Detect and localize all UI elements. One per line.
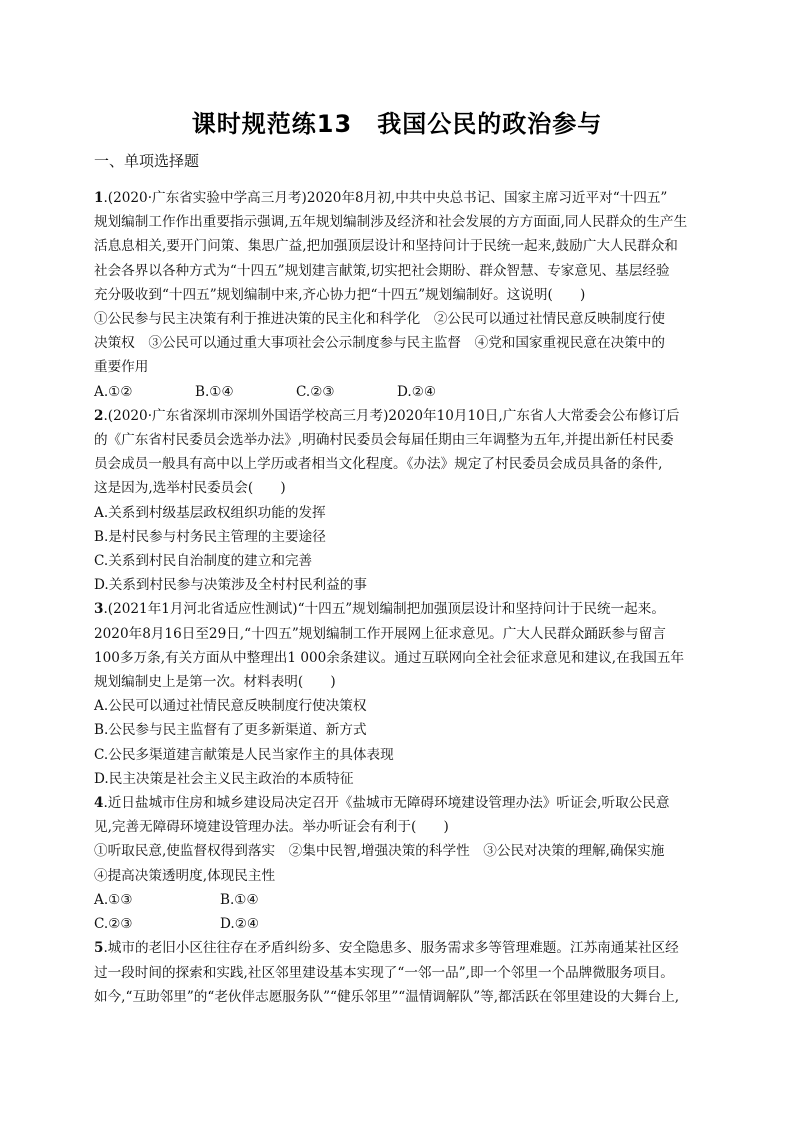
question-stem-line: 过一段时间的探索和实践,社区邻里建设基本实现了“一邻一品”,即一个邻里一个品牌微服务项目。 (94, 964, 674, 981)
statement-line: ①听取民意,使监督权得到落实 ②集中民智,增强决策的科学性 ③公民对决策的理解,确保实施 (94, 843, 665, 860)
answer-option-d[interactable]: D.关系到村民参与决策涉及全村村民利益的事 (94, 577, 368, 594)
answer-option-c[interactable]: C.②③ (94, 916, 133, 933)
question-number: 3 (94, 601, 104, 618)
answer-option-a[interactable]: A.①② (94, 383, 133, 400)
answer-option-b[interactable]: B.是村民参与村务民主管理的主要途径 (94, 528, 326, 545)
answer-option-a[interactable]: A.公民可以通过社情民意反映制度行使决策权 (94, 698, 367, 715)
question-stem-line: 3.(2021年1月河北省适应性测试)“十四五”规划编制把加强顶层设计和坚持问计于民统一起来。 (94, 601, 665, 618)
question-stem-line: 1.(2020·广东省实验中学高三月考)2020年8月初,中共中央总书记、国家主席习近平对“十四五” (94, 190, 668, 206)
answer-option-d[interactable]: D.民主决策是社会主义民主政治的本质特征 (94, 770, 354, 787)
question-source: . (103, 795, 108, 812)
question-stem-line: 规划编制工作作出重要指示强调,五年规划编制涉及经济和社会发展的方方面面,同人民群众的生产生 (94, 214, 688, 231)
page-title: 课时规范练13 我国公民的政治参与 (191, 110, 603, 138)
question-number: 1 (94, 190, 104, 206)
question-number: 5 (94, 940, 104, 957)
statement-line: ④提高决策透明度,体现民主性 (94, 867, 276, 884)
answer-option-d[interactable]: D.②④ (397, 383, 437, 400)
question-source: .(2020·广东省实验中学高三月考) (103, 190, 307, 206)
statement-line: 决策权 ③公民可以通过重大事项社会公示制度参与民主监督 ④党和国家重视民意在决策中的 (94, 335, 665, 352)
question-list (94, 186, 700, 1009)
question-source: .(2020·广东省深圳市深圳外国语学校高三月考) (103, 407, 389, 424)
answer-option-b[interactable]: B.公民参与民主监督有了更多新渠道、新方式 (94, 722, 367, 739)
question-stem-line: 员会成员一般具有高中以上学历或者相当文化程度。《办法》规定了村民委员会成员具备的条件, (94, 456, 663, 473)
question-5 (94, 936, 700, 1009)
question-stem-line: 见,完善无障碍环境建设管理办法。举办听证会有利于( ) (94, 819, 449, 836)
question-source: .(2021年1月河北省适应性测试) (103, 601, 298, 618)
question-stem-line: 这是因为,选举村民委员会( ) (94, 480, 286, 497)
answer-option-b[interactable]: B.①④ (220, 891, 259, 908)
section-heading: 一、单项选择题 (94, 152, 200, 170)
question-stem-line: 活息息相关,要开门问策、集思广益,把加强顶层设计和坚持问计于民统一起来,鼓励广大人民群众和 (94, 238, 678, 255)
question-stem-line: 的《广东省村民委员会选举办法》,明确村民委员会每届任期由三年调整为五年,并提出新任村民委 (94, 432, 674, 449)
question-stem-line: 4.近日盐城市住房和城乡建设局决定召开《盐城市无障碍环境建设管理办法》听证会,听取公民意 (94, 795, 670, 812)
question-source: . (103, 940, 108, 957)
question-stem-line: 社会各界以各种方式为“十四五”规划建言献策,切实把社会期盼、群众智慧、专家意见、基层经验 (94, 262, 670, 279)
answer-option-c[interactable]: C.公民多渠道建言献策是人民当家作主的具体表现 (94, 746, 394, 763)
question-4 (94, 791, 700, 936)
question-1 (94, 186, 700, 404)
question-number: 2 (94, 407, 104, 424)
question-stem-line: 规划编制史上是第一次。材料表明( ) (94, 674, 336, 691)
question-stem-line: 充分吸收到“十四五”规划编制中来,齐心协力把“十四五”规划编制好。这说明( ) (94, 286, 586, 303)
answer-options (94, 380, 700, 404)
answer-option-c[interactable]: C.关系到村民自治制度的建立和完善 (94, 553, 313, 570)
question-stem-line: 2.(2020·广东省深圳市深圳外国语学校高三月考)2020年10月10日,广东省人大常委会公布修订后 (94, 407, 680, 424)
answer-options-row (94, 888, 700, 912)
question-stem-line: 2020年8月16日至29日,“十四五”规划编制工作开展网上征求意见。广大人民群众踊跃参与留言 (94, 625, 666, 642)
statement-line: 重要作用 (94, 359, 149, 376)
question-number: 4 (94, 795, 104, 812)
statement-line: ①公民参与民主决策有利于推进决策的民主化和科学化 ②公民可以通过社情民意反映制度行使 (94, 311, 665, 328)
question-2 (94, 404, 700, 598)
answer-option-a[interactable]: A.①③ (94, 891, 133, 908)
answer-option-b[interactable]: B.①④ (195, 383, 234, 400)
answer-option-a[interactable]: A.关系到村级基层政权组织功能的发挥 (94, 504, 326, 521)
answer-options-row (94, 912, 700, 936)
answer-option-c[interactable]: C.②③ (296, 383, 335, 400)
question-3 (94, 597, 700, 791)
question-stem-line: 100多万条,有关方面从中整理出1 000余条建议。通过互联网向全社会征求意见和建议,在我国五年 (94, 649, 685, 666)
answer-option-d[interactable]: D.②④ (220, 916, 260, 933)
question-stem-line: 如今,“互助邻里”的“老伙伴志愿服务队”“健乐邻里”“温情调解队”等,都活跃在邻里建设的大舞台上, (94, 988, 680, 1005)
question-stem-line: 5.城市的老旧小区往往存在矛盾纠纷多、安全隐患多、服务需求多等管理难题。江苏南通某社区经 (94, 940, 679, 957)
